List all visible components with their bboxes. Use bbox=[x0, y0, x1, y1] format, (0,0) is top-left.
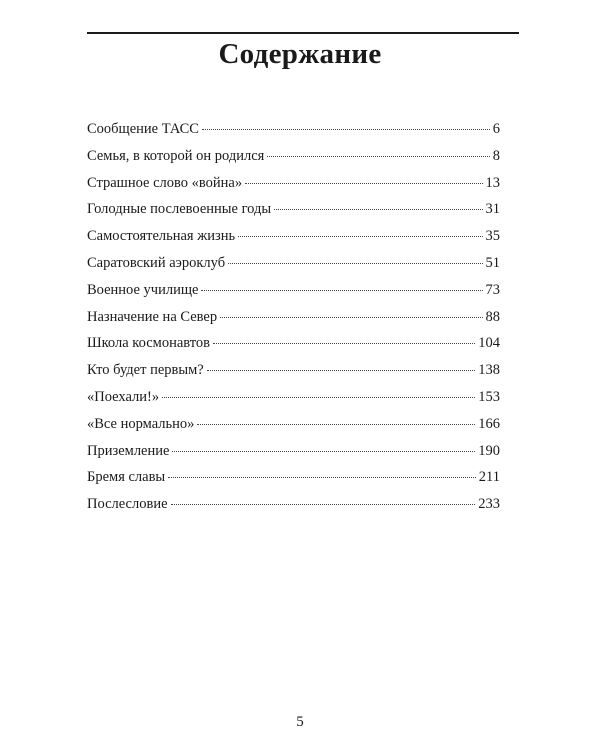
header-rule bbox=[87, 32, 519, 34]
toc-entry-title: «Поехали!» bbox=[87, 388, 160, 405]
toc-entry[interactable] bbox=[87, 443, 500, 470]
toc-entry[interactable] bbox=[87, 148, 500, 175]
toc-entry[interactable] bbox=[87, 201, 500, 228]
toc-entry-title: Военное училище bbox=[87, 281, 199, 298]
toc-entry-page: 104 bbox=[478, 335, 500, 352]
dot-leader bbox=[162, 397, 475, 398]
toc-entry-page: 51 bbox=[485, 254, 500, 271]
toc-entry-title: Послесловие bbox=[87, 496, 168, 513]
toc-entry[interactable] bbox=[87, 255, 500, 282]
toc-entry-page: 211 bbox=[478, 469, 500, 486]
toc-entry[interactable] bbox=[87, 309, 500, 336]
toc-entry-title: Саратовский аэроклуб bbox=[87, 254, 226, 271]
toc-entry-title: Назначение на Север bbox=[87, 308, 218, 325]
toc-entry[interactable] bbox=[87, 389, 500, 416]
toc-entry-page: 166 bbox=[478, 415, 500, 432]
toc-entry[interactable] bbox=[87, 335, 500, 362]
toc-entry-title: Школа космонавтов bbox=[87, 335, 210, 352]
toc-entry-page: 233 bbox=[478, 496, 500, 513]
dot-leader bbox=[207, 370, 476, 371]
toc-entry-title: Страшное слово «война» bbox=[87, 174, 243, 191]
toc-entry-title: Сообщение ТАСС bbox=[87, 121, 199, 137]
toc-entry[interactable] bbox=[87, 282, 500, 309]
dot-leader bbox=[197, 424, 475, 425]
toc-entry-title: «Все нормально» bbox=[87, 415, 195, 432]
toc-entry-title: Бремя славы bbox=[87, 469, 166, 486]
dot-leader bbox=[171, 504, 476, 505]
toc-entry[interactable] bbox=[87, 469, 500, 496]
toc-entry-title: Семья, в которой он родился bbox=[87, 147, 265, 164]
toc-entry-page: 138 bbox=[478, 362, 500, 379]
table-of-contents bbox=[87, 121, 500, 523]
toc-entry-page: 8 bbox=[492, 147, 500, 164]
dot-leader bbox=[168, 477, 476, 478]
toc-entry-title: Голодные послевоенные годы bbox=[87, 201, 272, 218]
toc-entry[interactable] bbox=[87, 228, 500, 255]
dot-leader bbox=[238, 236, 482, 237]
dot-leader bbox=[172, 451, 475, 452]
toc-entry-page: 190 bbox=[478, 442, 500, 459]
dot-leader bbox=[228, 263, 482, 264]
toc-entry[interactable] bbox=[87, 121, 500, 148]
toc-entry[interactable] bbox=[87, 496, 500, 523]
toc-entry-page: 35 bbox=[485, 228, 500, 245]
toc-entry-page: 31 bbox=[485, 201, 500, 218]
dot-leader bbox=[245, 183, 482, 184]
toc-entry-page: 88 bbox=[485, 308, 500, 325]
dot-leader bbox=[213, 343, 475, 344]
dot-leader bbox=[274, 209, 482, 210]
dot-leader bbox=[220, 317, 482, 318]
page-title: Содержание bbox=[218, 38, 382, 70]
toc-entry-title: Кто будет первым? bbox=[87, 362, 204, 379]
toc-entry-title: Приземление bbox=[87, 442, 170, 459]
toc-entry-page: 153 bbox=[478, 388, 500, 405]
toc-entry-page: 13 bbox=[485, 174, 500, 191]
toc-entry-page: 6 bbox=[492, 121, 500, 137]
dot-leader bbox=[267, 156, 489, 157]
dot-leader bbox=[201, 290, 482, 291]
dot-leader bbox=[202, 129, 490, 130]
toc-entry[interactable] bbox=[87, 416, 500, 443]
toc-entry[interactable] bbox=[87, 175, 500, 202]
toc-entry-title: Самостоятельная жизнь bbox=[87, 228, 236, 245]
page-number: 5 bbox=[296, 714, 304, 730]
toc-entry[interactable] bbox=[87, 362, 500, 389]
toc-entry-page: 73 bbox=[485, 281, 500, 298]
